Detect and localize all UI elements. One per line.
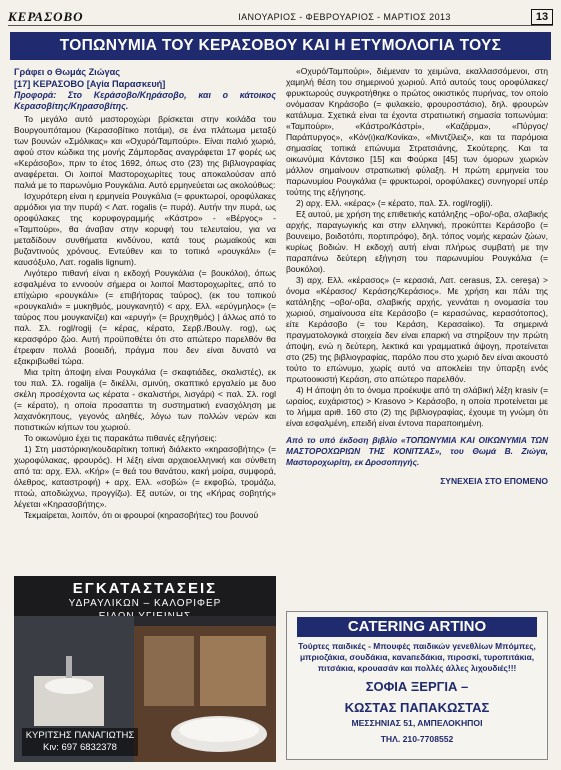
catering-owner: ΣΟΦΙΑ ΞΕΡΓΙΑ –: [365, 679, 469, 694]
catering-advertisement: [286, 611, 548, 760]
paragraph: «Οχυρό/Ταμπούρι», διέμεναν το χειμώνα, εκαλλασσόμενοι, στη χαμηλή θέση του σημερινού χωριού. Από αυτούς τους οροφύλακες/φρυκτωρούς συγκροτήθηκε ο πρώτος οικιστικός πυρήνας, τον οποίο ονόμασαν Κηράσοβο (= φυλακείο, φρουροστάσιο), δηλ. φρουρών κατάλυμα. Σχετικά είναι τα έχοντα στρατιωτική σημασία τοπωνύμια: «Ταμπούρι», «Κάστρο/Κάστρί», «Καζάρμα», «Πύργος/ Παράπυργος», «Κόν(ι)κα/Κονίκα», «Μιντζίλειζ», και τα παρόμοια σημασίας τοπικά επώνυμα Στρατσιάνης, Σκούτερης. Και τα οικωνύμια Κάντσικο [15] και Φούρκα [45] των όμορων χωριών μάλλον σημαίνουν στρατιωτική φύλαξη. Η πρώτη ερμηνεία του παρωνυμίου Ρουγκάλια (= φρυκτωροί, οροφύλακες) συνηγορεί υπέρ τούτης της εξήγησης.: [286, 66, 548, 197]
paragraph: Εξ αυτού, με χρήση της επιθετικής κατάληξης –οβο/-οβα, σλαβικής αρχής, παραγωγικής και στην ελληνική, προκύπτει Κεράσοβο (= βουνειμο, βοιδοτόπι, πορτιπρόφο), δηλ. τόπος νομής κεραών ζώων, κυρίως βοδιών. Η εκδοχή αυτή είναι πλήρως συμβατή με την παραπάνω δεύτερη εξήγηση του παρωνυμίου Ρουγκάλια (= βουκόλοι).: [286, 209, 548, 274]
article-author: Γράφει ο Θωμάς Ζιώγας: [14, 67, 121, 77]
newspaper-logo: ΚΕΡΑΣΟΒΟ: [8, 8, 84, 24]
book-source-note: Από το υπό έκδοση βιβλίο «ΤΟΠΩΝΥΜΙΑ ΚΑΙ ΟΙΚΩΝΥΜΙΑ ΤΩΝ ΜΑΣΤΟΡΟΧΩΡΙΩΝ ΤΗΣ ΚΟΝΙΤΣΑΣ», του Θωμά Β. Ζιώγα, Μαστοροχωρίτη, εκ Δροσοπηγής.: [286, 435, 548, 467]
pronunciation-note: Προφορά: Στο Κεράσοβο/Κηράσοβο, και ο κάτοικος Κερασοβίτης/Κηρασοβίτης.: [14, 90, 276, 111]
paragraph: Το οικωνύμιο έχει τις παρακάτω πιθανές εξηγήσεις:: [24, 433, 217, 443]
paragraph: Το μεγάλο αυτό μαστοροχώρι βρίσκεται στην κοιλάδα του Βουργουπόταμου (Κερασοβίτικο ποτάμι), σε ένα πλάτωμα μεταξύ των βουνών «Σμόλικας» και «Οχυρό/Ταμπούρι». Είναι παλιό χωριό, αφού στον κώδικα της μονής Ζάμπορδας αναγράφεται 17 φορές ως «Κεράσοβο», πριν το έτος 1692, όπως στο (23) της βιβλιογραφίας αναφέρεται. Οι λοιποί Μαστοροχωρίτες τους αποκαλούσαν από παλιά με το παρωνύμιο Ρουγκάλια. Αυτό ερμηνεύεται ως ακολούθως:: [14, 114, 276, 190]
catering-description: Τούρτες παιδικές - Μπουφές παιδικών γενεθλίων Μπόμπες, μπριοζάκια, σουδάκια, κανапεδάκια, πιροσκί, τυροπιτάκια, πιτσάκια, κρουασάν και πολλές άλλες λιχουδιές!!!: [298, 641, 536, 673]
ad-owner-box: [22, 728, 138, 756]
right-column: [286, 66, 548, 487]
left-column: [14, 66, 276, 521]
catering-address: ΜΕΣΣΗΝΙΑΣ 51, ΑΜΠΕΛΟΚΗΠΟΙ: [351, 718, 483, 728]
paragraph: Λιγότερο πιθανή είναι η εκδοχή Ρουγκάλια (= βουκόλοι), όπως εσφαλμένα το εννοούν σήμερα οι λοιποί Μαστοροχωρίτες, από το επίχώριο «ρουγκάλι» (= επιβήτορας ταύρος), (εκ του τοπικού «ρουγκαλιά» = μυκηθμός, μουγκανητό) < αρχ. Ελλ. «ερύγμηλος» (= ταύρος που μουγκανίζει) και «ερυγή» (= βρυχηθμός) | άλλως από το παλ. Σλ. rogl/rogij (= κέρας, κέρατο, Σερβ./Βουλγ. rog), ως κερασφόρο ζώο. Αυτή προϋποθέτει ότι στο απώτερο παρελθόν θα έτρεφαν πολλά βοοειδή, πράγμα που δεν είναι δυνατό να εξακριβωθεί τώρα.: [14, 268, 276, 366]
article-title: [17] ΚΕΡΑΣΟΒΟ [Αγία Παρασκευή]: [14, 79, 166, 89]
catering-name: CATERING ARTINO: [297, 617, 537, 637]
continued-label: ΣΥΝΕΧΕΙΑ ΣΤΟ ΕΠΟΜΕΝΟ: [440, 476, 548, 486]
owner-phone: Κιν: 697 6832378: [43, 742, 117, 753]
page-header: [8, 8, 553, 26]
paragraph: Μια τρίτη άποψη είναι Ρουγκάλια (= σκαφτιάδες, σκαλιστές), εκ του παλ. Σλ. rogalija (= δικέλλι, σμινύη, σκαπτικό εργαλείο με δυο σκέλη προσέχοντα ως κέρατα - σκαλιστήρι, λισγάρι) < παλ. Σλ. rogl (= κέρατο), η οποία προσαπτει τη συστηματική ενασχόληση με λαχανόκηπους, γεγονός αληθές, λόγω των πολλών νερών και ποτιστικών κήπων του χωριού.: [14, 367, 276, 432]
paragraph: Τεκμαίρεται, λοιπόν, ότι οι φρουροί (κηρασοβήτες) του βουνού: [24, 510, 259, 520]
page-number: 13: [531, 9, 553, 25]
ad-title: ΕΓΚΑΤΑΣΤΑΣΕΙΣ: [72, 580, 218, 597]
owner-name: ΚΥΡΙΤΣΗΣ ΠΑΝΑΓΙΩΤΗΣ: [25, 730, 135, 741]
catering-owner: ΚΩΣΤΑΣ ΠΑΠΑΚΩΣΤΑΣ: [344, 700, 490, 715]
ad-subtitle: ΥΔΡΑΥΛΙΚΩΝ – ΚΑΛΟΡΙΦΕΡ: [68, 598, 222, 609]
paragraph: 4) Η άποψη ότι το όνομα προέκυψε από τη σλάβική λέξη krasiv (= ωραίος, ευχάριστος) > Krasovo > Κεράσοβο, η οποία προτείνεται με το λήμμα αριθ. 160 στο (2) της βιβλιογραφίας, έχουμε τη γνώμη ότι είναι εσφαλμένη, επειδή είναι έντονα παραποιημένη.: [286, 385, 548, 428]
plumbing-advertisement: [14, 576, 276, 762]
paragraph: 1) Στη μαστόρικη/κουδαρίτικη τοπική διάλεκτο «κηρασοβήτης» (= χωροφύλακας, φρουρός). Η λέξη είναι αρχαιοελληνική και σύνθετη από τα: αρχ. Ελλ. «Κήρ» (= θεά του θανάτου, κακή μοίρα, συμφορά, όλεθρος, καταστροφή) + αρχ. Ελλ. «σοβώ» (= εκφοβώ, τρομάζω, πτοώ, αποδιώχνω, προγγίζω). Εξ αυτών, οι της «Κήρας σοβητής» λέγεται «Κηρασοβήτης».: [14, 444, 276, 509]
catering-phone: ΤΗΛ. 210-7708552: [380, 734, 454, 744]
paragraph: Ισχυρότερη είναι η ερμηνεία Ρουγκάλια (= φρυκτωροί, οροφύλακες αρμόδιοι για την πυρά) < Λατ. rogalis (= πυρά). Αυτήν την πυρά, ως οροφύλακες της κορυφογραμμής «Κάστρο» - «Βέργος» - «Ταμπούρι», θα άναβαν στην κορυφή του τελευταίου, για να μεταδίδουν συνθήματα κινδύνου, κατά τους ρωμαϊκούς και βυζαντινούς χρόνους. Εντεύθεν και το τοπικό «ρουγκάλι» (= καυσόξυλο, Λατ. rogalis lignum).: [14, 191, 276, 267]
article-banner: ΤΟΠΩΝΥΜΙΑ ΤΟΥ ΚΕΡΑΣΟΒΟΥ ΚΑΙ Η ΕΤΥΜΟΛΟΓΙΑ ΤΟΥΣ: [10, 32, 551, 60]
issue-date: ΙΑΝΟΥΑΡΙΟΣ - ΦΕΒΡΟΥΑΡΙΟΣ - ΜΑΡΤΙΟΣ 2013: [238, 11, 451, 22]
paragraph: 3) αρχ. Ελλ. «κέρασος» (= κερασιά, Λατ. cerasus, Σλ. cereşa) > όνομα «Κέρασος/ Κεράσης/Κεράσιος». Με χρήση και πάλι της κατάληξης –οβο/-οβα, σλαβικής αρχής, γεννάται η ονομασία του χωριού, σημαίνουσα είτε Κεράσοβο (= κερασώνας, κερασότοπος), είτε Κεράσοβο (= του Κεράση, Κερασαίικο). Τα σημερινά πραγματολογικά στοιχεία δεν είναι επαρκή να στηρίξουν την πρώτη άποψη, ενώ η δεύτερη, λεκτικά και γραμματικά άψογη, προτείνεται στο (25) της βιβλιογραφίας, παρόλο που στο χωριό δεν είναι ακουστό τούτο το επώνυμο, χωρίς αυτό να αποκλείει την ύπαρξη ενός πρωτοοικιστή Κεράση, στο απώτερο παρελθόν.: [286, 275, 548, 384]
paragraph: 2) αρχ. Ελλ. «κέρας» (= κέρατο, παλ. Σλ. rogl/roglji).: [296, 198, 493, 208]
